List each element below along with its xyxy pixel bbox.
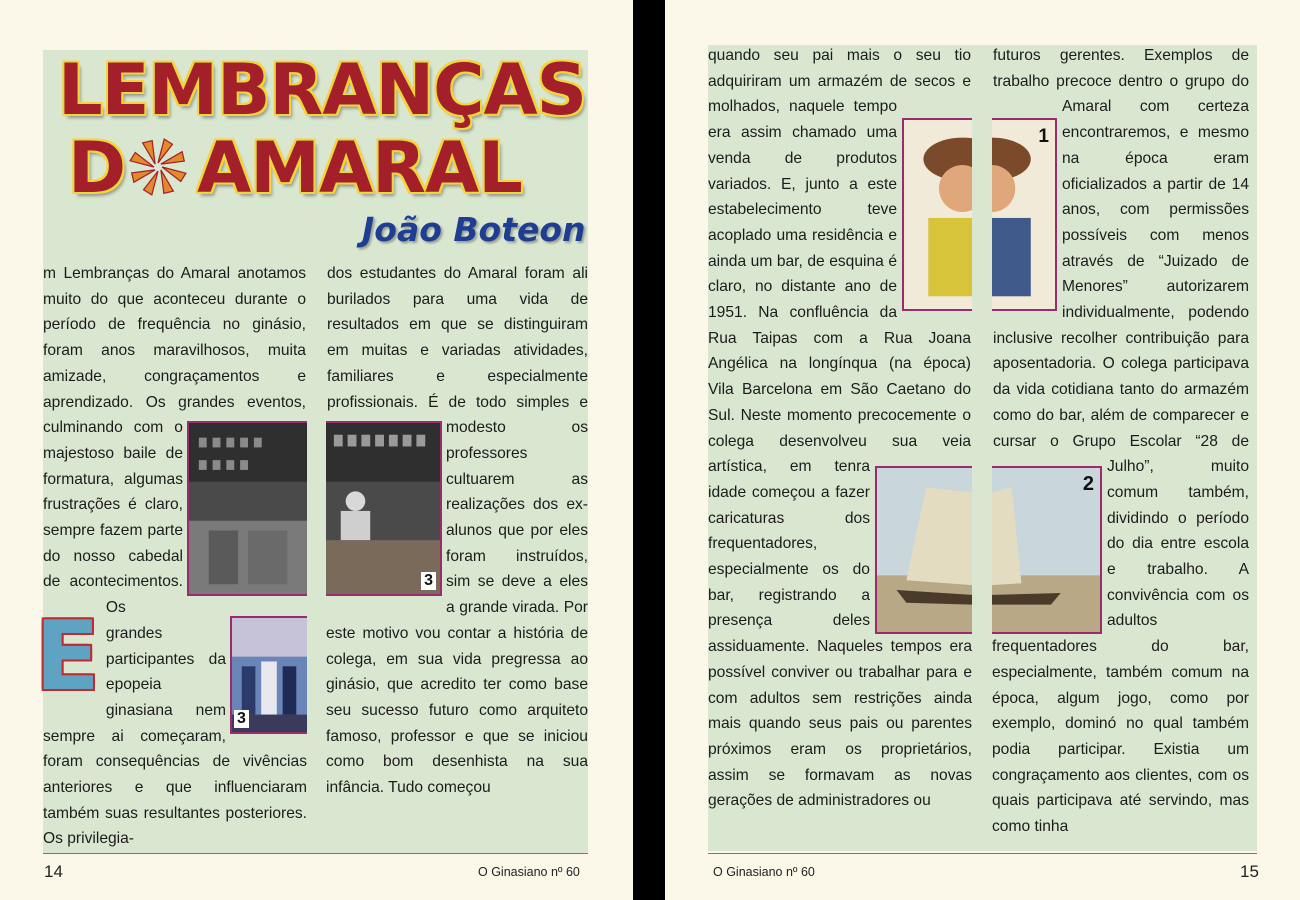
left-column-2-text: dos estudantes do Amaral foram ali burilados para uma vida de resultados em que se distinguiram em muitas e variadas atividades, familiares e especialmente profissionais. É de todo simples e modesto os professores cultuarem as realizações dos ex-alunos que por eles foram instruídos, sim se deve a eles a grande virada. Por este motivo vou contar a história de colega, em sua vida pregressa ao ginásio, que acredito ter como base seu sucesso futuro como arquiteto famoso, professor e que se iniciou como bom desenhista na sua infância. Tudo começou [326, 265, 588, 797]
photo-bar-number: 3 [234, 710, 249, 728]
right-column-1-text: quando seu pai mais o seu tio adquiriram um armazém de secos e molhados, naquele tempo era assim chamado uma venda de produtos variados. E, junto a este estabelecimento teve acoplado uma residência e ainda um bar, de esquina é claro, no distante ano de 1951. Na confluência da Rua Taipas com a Rua Joana Angélica na longínqua (na época) Vila Barcelona em São Caetano do Sul. Neste momento precocemente o colega desenvolveu sua veia artística, em tenra idade começou a fazer caricaturas dos frequentadores, especialmente os do bar, registrando a presença deles assiduamente. Naqueles tempos era possível conviver ou trabalhar para e com adultos sem restrições ainda mais quando seus pais ou parentes próximos eram os proprietários, assim se formavam as novas gerações de administradores ou [708, 47, 972, 810]
right-page-number: 15 [1240, 862, 1259, 881]
painting-boy-number: 1 [1038, 126, 1049, 147]
article-title-line2 [68, 128, 522, 208]
painting-boy [992, 118, 1057, 311]
painting-boat-number: 2 [1082, 473, 1094, 495]
title-line2-end: AMARAL [197, 127, 522, 209]
article-title-line1: LEMBRANÇAS [58, 49, 587, 131]
left-page-number: 14 [44, 862, 63, 881]
author-name: João Boteon [362, 210, 586, 249]
left-column-1 [35, 261, 307, 857]
photo-store-number: 3 [421, 572, 436, 590]
right-column-2-text: futuros gerentes. Exemplos de trabalho precoce dentro o grupo do Amaral com certeza encontraremos, e mesmo na época eram oficializados a partir de 14 anos, com permissões possíveis com menos através de “Juizado de Menores” autorizarem individualmente, podendo inclusive recolher contribuição para aposentadoria. O colega participava da vida cotidiana tanto do armazém como do bar, além de comparecer e cursar o Grupo Escolar “28 de Julho”, muito comum também, dividindo o período do dia entre escola e trabalho. A convivência com os adultos frequentadores do bar, especialmente, também comum na época, algum jogo, como por exemplo, dominó no qual também podia participar. Existia um congraçamento aos clientes, com os quais participava até servindo, mas como tinha [992, 47, 1249, 836]
right-publication-name: O Ginasiano nº 60 [713, 865, 815, 879]
pinwheel-icon [127, 134, 189, 196]
photo-bar-group [230, 616, 307, 734]
right-column-1 [708, 43, 972, 843]
painting-boat-left-part [875, 466, 972, 634]
left-column-2 [326, 261, 588, 857]
painting-boat [992, 466, 1102, 634]
right-page [665, 0, 1300, 900]
title-line2-start: D [68, 127, 126, 209]
right-column-2 [992, 43, 1249, 843]
left-publication-name: O Ginasiano nº 60 [478, 865, 580, 879]
photo-store-interior [187, 421, 307, 596]
painting-boy-right-part [902, 118, 972, 311]
left-column-1-text: m Lembranças do Amaral anotamos muito do que aconteceu durante o período de frequência no ginásio, foram anos maravilhosos, muita amizade, congraçamentos e aprendizado. Os grandes eventos, culminando com o majestoso baile de formatura, algumas frustrações é claro, sempre fazem parte do nosso cabedal de acontecimentos. Os grandes participantes da epopeia ginasiana nem sempre ai começaram, foram consequências de vivências anteriores e que influenciaram também suas resultantes posteriores. Os privilegia- [43, 265, 307, 848]
right-footer-rule [708, 853, 1257, 854]
photo-store-interior-right [326, 421, 442, 596]
left-page [0, 0, 633, 900]
dropcap-letter: E [35, 602, 100, 712]
left-footer-rule [43, 853, 588, 854]
